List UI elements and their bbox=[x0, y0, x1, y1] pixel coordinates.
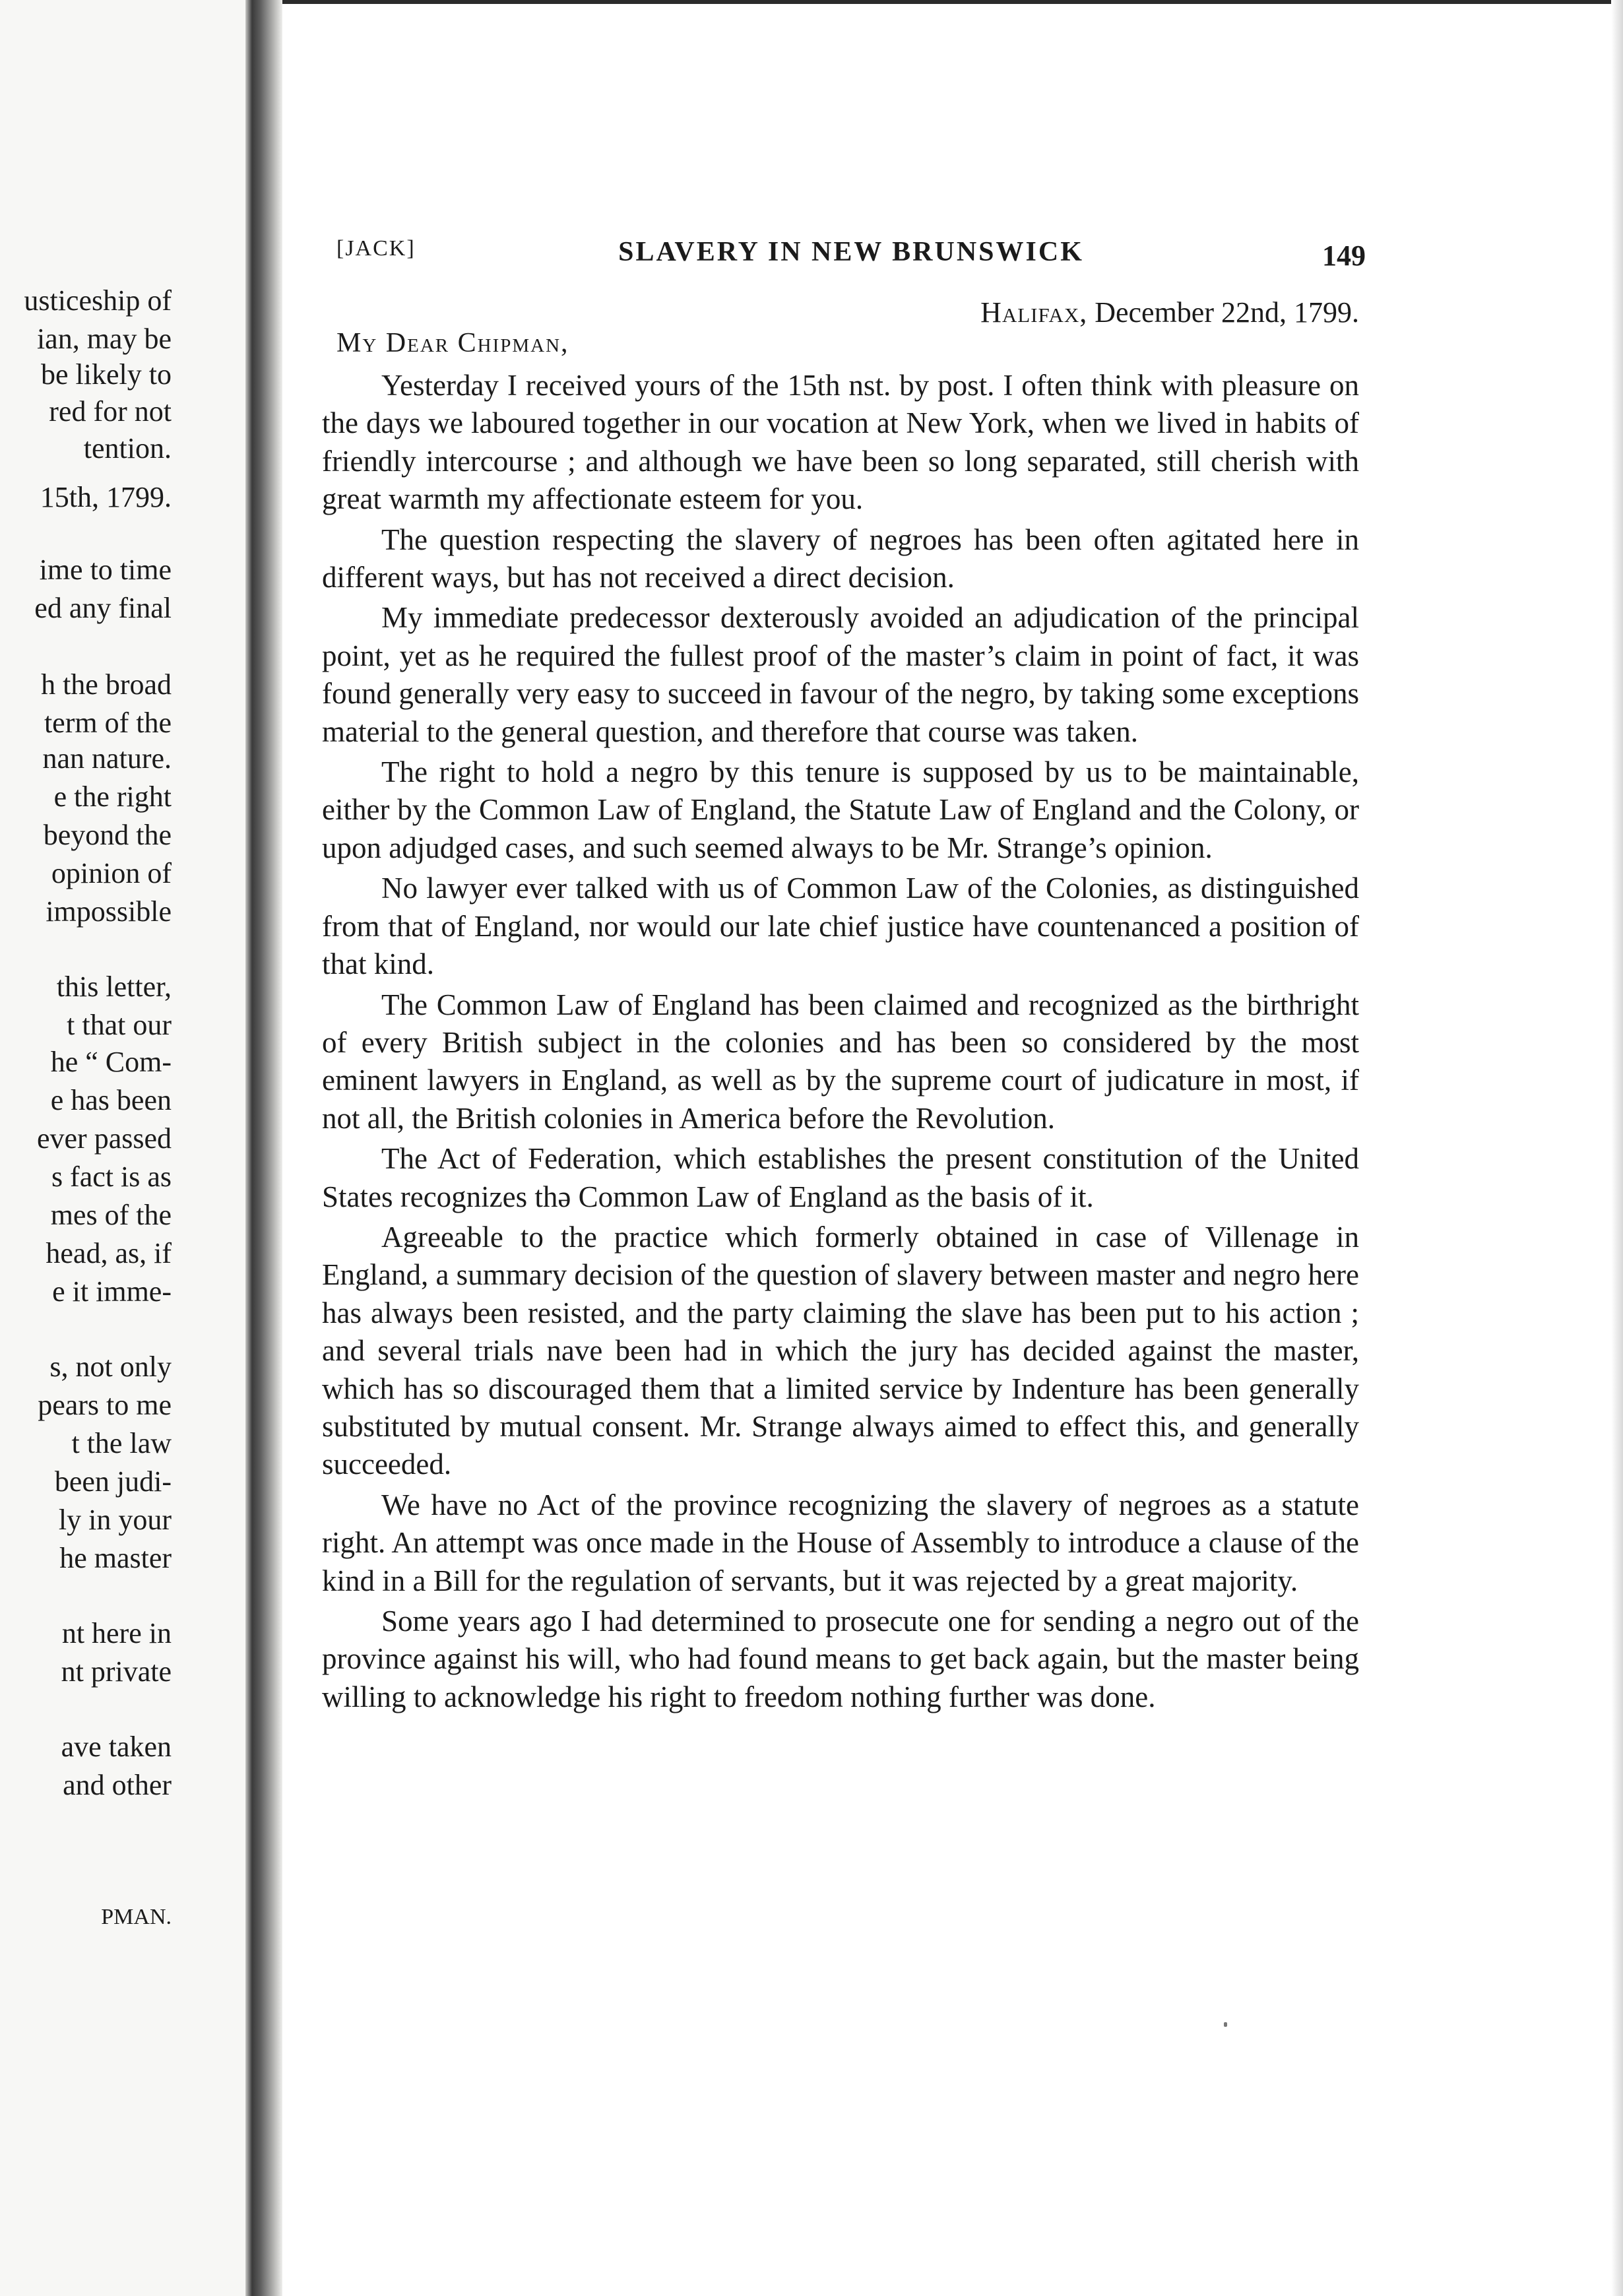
letter-body bbox=[322, 367, 1359, 1719]
main-page bbox=[317, 0, 1372, 2296]
left-page-line: he master bbox=[59, 1542, 172, 1574]
left-page-line: term of the bbox=[44, 707, 172, 739]
left-page-line: h the broad bbox=[41, 668, 172, 701]
running-head bbox=[336, 236, 1366, 276]
book-gutter bbox=[245, 0, 282, 2296]
left-page-line: ever passed bbox=[36, 1122, 172, 1155]
running-head-author: [JACK] bbox=[336, 236, 416, 261]
letter-dateline bbox=[980, 296, 1359, 329]
paragraph: The Common Law of England has been claimed and recognized as the birthright of every British subject in the colonies and has been so considered by the most eminent lawyers in England, as well as by the supreme court of judicature in most, if not all, the British colonies in America before the Revolution. bbox=[322, 988, 1359, 1135]
left-page-line: pears to me bbox=[38, 1389, 172, 1421]
left-page-line: beyond the bbox=[43, 819, 172, 851]
left-page-line: mes of the bbox=[50, 1199, 172, 1231]
left-page-line: tention. bbox=[83, 432, 172, 464]
left-page-line: ly in your bbox=[58, 1504, 172, 1536]
left-page-line: head, as, if bbox=[46, 1237, 172, 1269]
left-page-line: PMAN. bbox=[101, 1905, 172, 1929]
page-number: 149 bbox=[1322, 239, 1366, 272]
left-page-line: ian, may be bbox=[36, 323, 172, 355]
left-page-line: opinion of bbox=[51, 857, 172, 889]
left-page-line: e the right bbox=[53, 781, 172, 813]
paragraph: We have no Act of the province recognizing the slavery of negroes as a statute right. An attempt was once made in the House of Assembly to introduce a clause of the kind in a Bill for the regulation of servants, but it was rejected by a great majority. bbox=[322, 1488, 1359, 1597]
left-page-line: be likely to bbox=[41, 358, 172, 391]
letter-place: Halifax, bbox=[980, 296, 1088, 329]
left-page-line: nt private bbox=[61, 1655, 172, 1688]
letter-salutation: My Dear Chipman, bbox=[336, 328, 569, 358]
left-page-line: ed any final bbox=[34, 592, 172, 624]
paragraph: Yesterday I received yours of the 15th nst. by post. I often think with pleasure on the days we laboured together in our vocation at New York, when we lived in habits of friendly intercourse ; and although we have been so long separated, still cherish with great warmth my affectionate esteem for you. bbox=[322, 369, 1359, 516]
paragraph: Agreeable to the practice which formerly obtained in case of Villenage in England, a summary decision of the question of slavery between master and negro here has always been resisted, and the party claiming the slave has been put to his action ; and several trials nave been had in which the jury has decided against the master, which has so discouraged them that a limited service by Indenture has been generally substituted by mutual consent. Mr. Strange always aimed to effect this, and generally succeeded. bbox=[322, 1220, 1359, 1481]
paragraph: My immediate predecessor dexterously avoided an adjudication of the principal point, yet as he required the fullest proof of the master’s claim in point of fact, it was found generally very easy to succeed in favour of the negro, by taking some exceptions material to the general question, and therefore that course was taken. bbox=[322, 601, 1359, 748]
left-page-line: t the law bbox=[71, 1427, 172, 1459]
left-page-line: and other bbox=[63, 1769, 172, 1801]
left-page-line: s fact is as bbox=[51, 1161, 172, 1193]
left-page-fragment bbox=[0, 0, 245, 2296]
left-page-line: nan nature. bbox=[42, 742, 172, 775]
left-page-line: red for not bbox=[49, 395, 172, 428]
left-page-line: this letter, bbox=[56, 971, 172, 1003]
left-page-line: 15th, 1799. bbox=[40, 481, 172, 513]
running-head-title: SLAVERY IN NEW BRUNSWICK bbox=[618, 237, 1084, 267]
paragraph: The question respecting the slavery of negroes has been often agitated here in different ways, but has not received a direct decision. bbox=[322, 523, 1359, 594]
page-speck bbox=[1224, 2022, 1227, 2027]
paragraph: The right to hold a negro by this tenure is supposed by us to be maintainable, either by the Common Law of England, the Statute Law of England and the Colony, or upon adjudged cases, and such seemed always to be Mr. Strange’s opinion. bbox=[322, 755, 1359, 864]
left-page-line: he “ Com- bbox=[50, 1046, 172, 1078]
left-page-line: ime to time bbox=[39, 554, 172, 586]
left-page-line: impossible bbox=[46, 895, 172, 928]
left-page-line: been judi- bbox=[54, 1465, 172, 1498]
paragraph: No lawyer ever talked with us of Common Law of the Colonies, as distinguished from that of England, nor would our late chief justice have countenanced a position of that kind. bbox=[322, 872, 1359, 981]
letter-date: December 22nd, 1799. bbox=[1095, 296, 1359, 329]
left-page-line: e has been bbox=[50, 1084, 172, 1116]
left-page-line: e it imme- bbox=[52, 1275, 172, 1308]
left-page-line: s, not only bbox=[49, 1351, 172, 1383]
left-page-line: nt here in bbox=[61, 1617, 172, 1649]
left-page-line: ave taken bbox=[61, 1731, 172, 1763]
left-page-line: t that our bbox=[67, 1009, 172, 1041]
page-right-edge bbox=[1611, 0, 1623, 2296]
left-page-line: usticeship of bbox=[24, 284, 172, 317]
paragraph: Some years ago I had determined to prosecute one for sending a negro out of the province against his will, who had found means to get back again, but the master being willing to acknowledge his right to freedom nothing further was done. bbox=[322, 1605, 1359, 1713]
paragraph: The Act of Federation, which establishes the present constitution of the United States recognizes thə Common Law of England as the basis of it. bbox=[322, 1142, 1359, 1213]
